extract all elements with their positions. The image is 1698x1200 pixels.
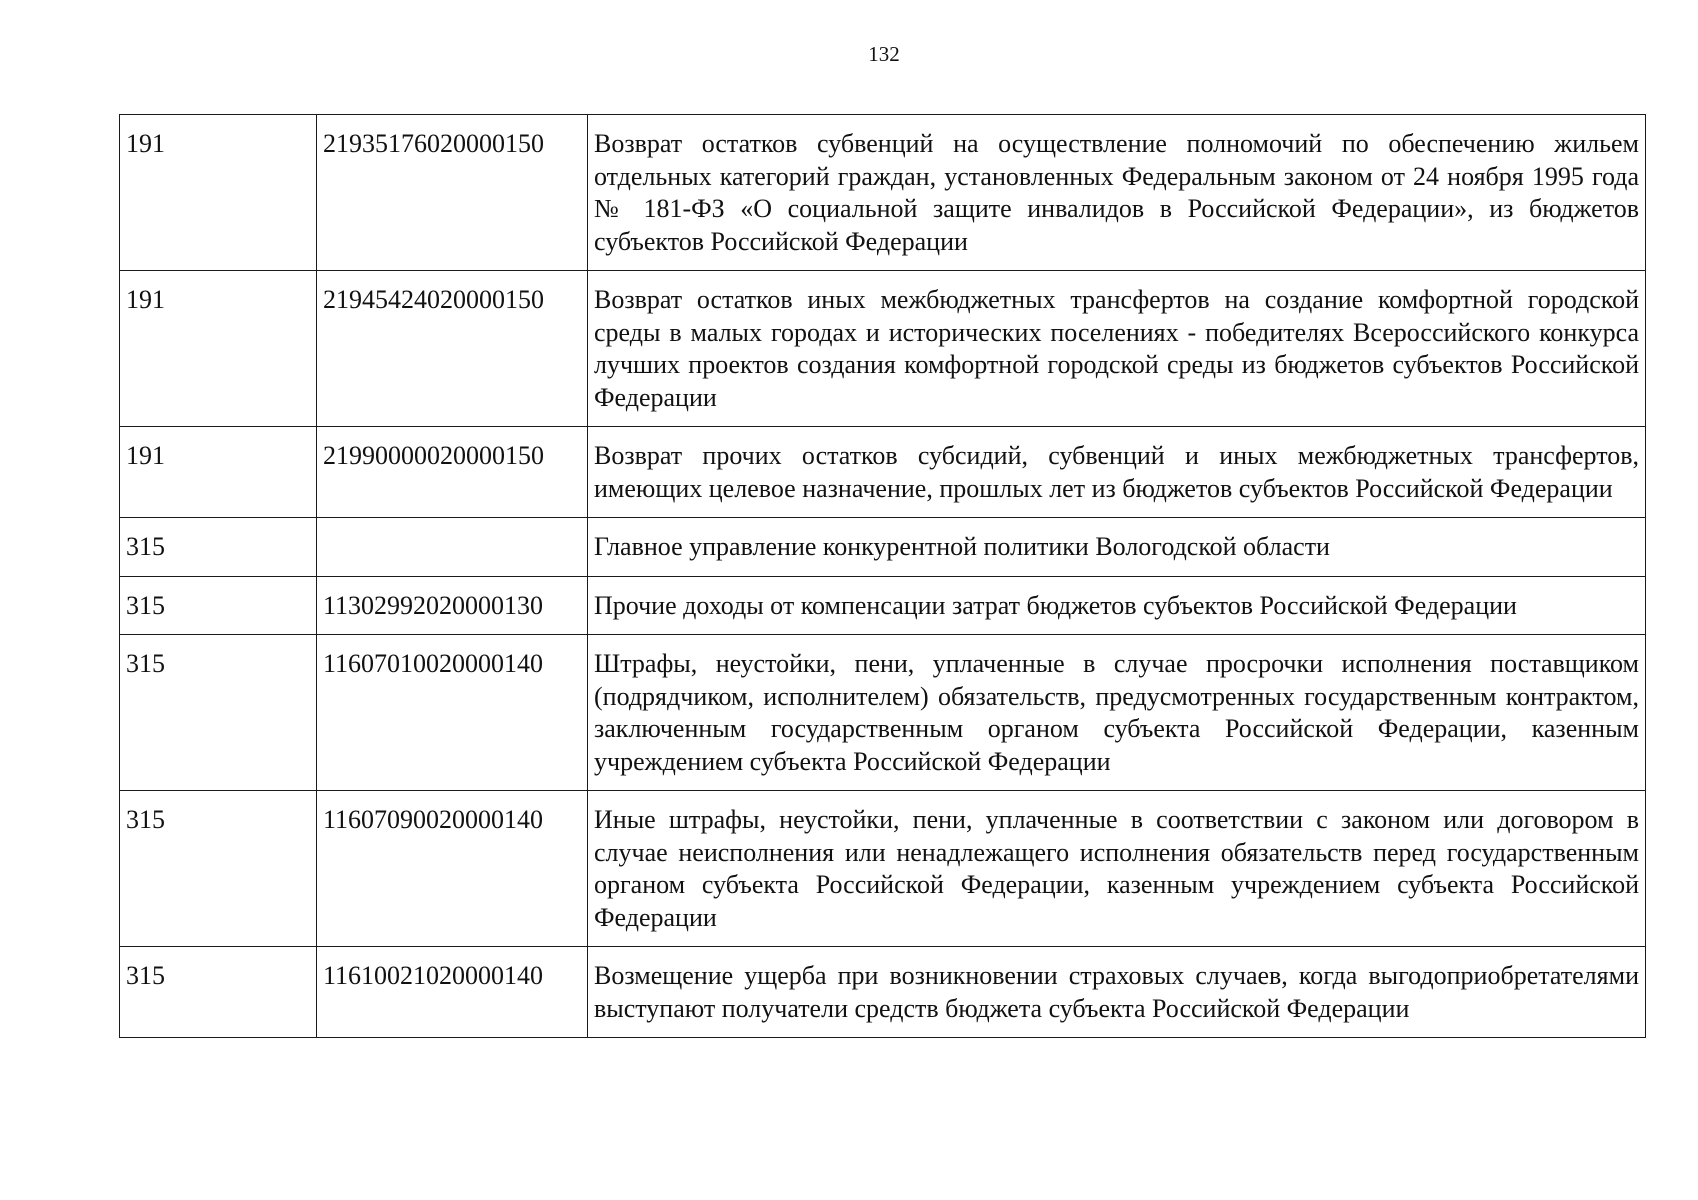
description-cell: Прочие доходы от компенсации затрат бюджетов субъектов Российской Федерации	[588, 576, 1646, 635]
table-row	[120, 427, 1646, 518]
table-row	[120, 271, 1646, 427]
kbk-code-cell: 11607090020000140	[317, 791, 588, 947]
admin-code-cell: 315	[120, 576, 317, 635]
admin-code-cell: 315	[120, 791, 317, 947]
page-number: 132	[868, 42, 900, 66]
kbk-code-cell: 21935176020000150	[317, 115, 588, 271]
kbk-code-cell: 11302992020000130	[317, 576, 588, 635]
admin-code-cell: 315	[120, 635, 317, 791]
admin-code-cell: 191	[120, 271, 317, 427]
budget-classification-table	[119, 114, 1646, 1038]
table-row	[120, 115, 1646, 271]
description-cell: Штрафы, неустойки, пени, уплаченные в случае просрочки исполнения поставщиком (подрядчиком, исполнителем) обязательств, предусмотренных государственным контрактом, заключенным государственным органом субъекта Российской Федерации, казенным учреждением субъекта Российской Федерации	[588, 635, 1646, 791]
table-row	[120, 518, 1646, 577]
kbk-code-cell: 21990000020000150	[317, 427, 588, 518]
description-cell: Иные штрафы, неустойки, пени, уплаченные в соответствии с законом или договором в случае неисполнения или ненадлежащего исполнения обязательств перед государственным органом субъекта Российской Федерации, казенным учреждением субъекта Российской Федерации	[588, 791, 1646, 947]
table-row	[120, 791, 1646, 947]
kbk-code-cell	[317, 518, 588, 577]
table-row	[120, 576, 1646, 635]
table-row	[120, 947, 1646, 1038]
description-cell: Возврат остатков субвенций на осуществление полномочий по обеспечению жильем отдельных категорий граждан, установленных Федеральным законом от 24 ноября 1995 года № 181-ФЗ «О социальной защите инвалидов в Российской Федерации», из бюджетов субъектов Российской Федерации	[588, 115, 1646, 271]
table-row	[120, 635, 1646, 791]
admin-code-cell: 315	[120, 947, 317, 1038]
description-cell: Возмещение ущерба при возникновении страховых случаев, когда выгодоприобретателями выступают получатели средств бюджета субъекта Российской Федерации	[588, 947, 1646, 1038]
admin-code-cell: 191	[120, 115, 317, 271]
admin-code-cell: 315	[120, 518, 317, 577]
admin-code-cell: 191	[120, 427, 317, 518]
kbk-code-cell: 11610021020000140	[317, 947, 588, 1038]
description-cell: Главное управление конкурентной политики Вологодской области	[588, 518, 1646, 577]
description-cell: Возврат прочих остатков субсидий, субвенций и иных межбюджетных трансфертов, имеющих целевое назначение, прошлых лет из бюджетов субъектов Российской Федерации	[588, 427, 1646, 518]
description-cell: Возврат остатков иных межбюджетных трансфертов на создание комфортной городской среды в малых городах и исторических поселениях - победителях Всероссийского конкурса лучших проектов создания комфортной городской среды из бюджетов субъектов Российской Федерации	[588, 271, 1646, 427]
kbk-code-cell: 11607010020000140	[317, 635, 588, 791]
kbk-code-cell: 21945424020000150	[317, 271, 588, 427]
